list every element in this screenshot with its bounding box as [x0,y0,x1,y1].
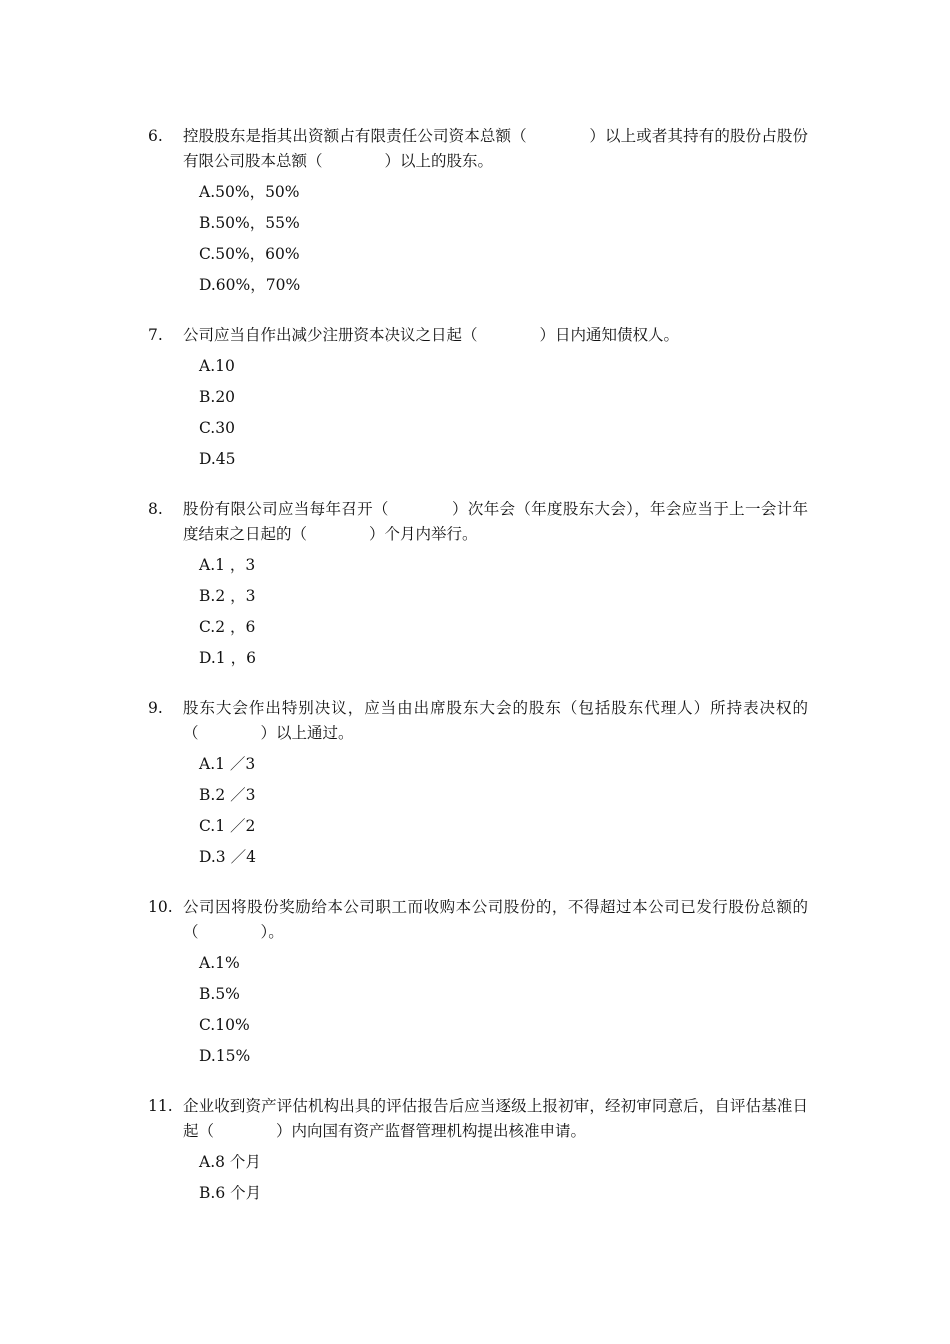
option-a: A.1 ，3 [199,556,256,574]
question-11 [148,1094,808,1212]
question-stem [148,497,808,547]
question-text: 公司因将股份奖励给本公司职工而收购本公司股份的，不得超过本公司已发行股份总额的（ ）。 [183,898,808,941]
option-a: A.10 [199,357,235,375]
question-6 [148,124,808,304]
question-number: 9. [148,699,163,717]
option-c: C.50%，60% [199,245,300,263]
option-list [199,1150,808,1212]
option-a: A.8 个月 [199,1153,261,1171]
option-b: B.50%，55% [199,214,300,232]
option-d: D.60%，70% [199,276,301,294]
option-list [199,180,808,304]
option-d: D.15% [199,1047,251,1065]
option-c: C.30 [199,419,235,437]
question-10 [148,895,808,1075]
question-text: 股东大会作出特别决议，应当由出席股东大会的股东（包括股东代理人）所持表决权的（ ）以上通过。 [183,699,808,742]
question-stem [148,1094,808,1144]
option-list [199,752,808,876]
question-number: 8. [148,500,163,518]
question-9 [148,696,808,876]
question-number: 6. [148,127,163,145]
option-c: C.2 ，6 [199,618,256,636]
option-b: B.2 ／3 [199,786,256,804]
option-a: A.1% [199,954,240,972]
question-8 [148,497,808,677]
question-number: 11. [148,1097,173,1115]
question-text: 控股股东是指其出资额占有限责任公司资本总额（ ）以上或者其持有的股份占股份有限公司股本总额（ ）以上的股东。 [183,127,808,170]
question-number: 10. [148,898,173,916]
question-text: 企业收到资产评估机构出具的评估报告后应当逐级上报初审，经初审同意后，自评估基准日起（ ）内向国有资产监督管理机构提出核准申请。 [183,1097,808,1140]
question-stem [148,124,808,174]
option-b: B.2 ，3 [199,587,256,605]
option-c: C.10% [199,1016,250,1034]
option-d: D.3 ／4 [199,848,256,866]
question-stem [148,895,808,945]
option-d: D.45 [199,450,236,468]
option-a: A.1 ／3 [199,755,256,773]
question-text: 公司应当自作出减少注册资本决议之日起（ ）日内通知债权人。 [183,326,680,344]
option-b: B.20 [199,388,236,406]
question-7 [148,323,808,478]
question-number: 7. [148,326,163,344]
option-c: C.1 ／2 [199,817,256,835]
option-a: A.50%，50% [199,183,300,201]
option-list [199,354,808,478]
option-list [199,951,808,1075]
option-b: B.5% [199,985,240,1003]
option-list [199,553,808,677]
option-b: B.6 个月 [199,1184,262,1202]
question-stem [148,323,808,348]
option-d: D.1 ，6 [199,649,256,667]
question-stem [148,696,808,746]
question-text: 股份有限公司应当每年召开（ ）次年会（年度股东大会），年会应当于上一会计年度结束之日起的（ ）个月内举行。 [183,500,808,543]
